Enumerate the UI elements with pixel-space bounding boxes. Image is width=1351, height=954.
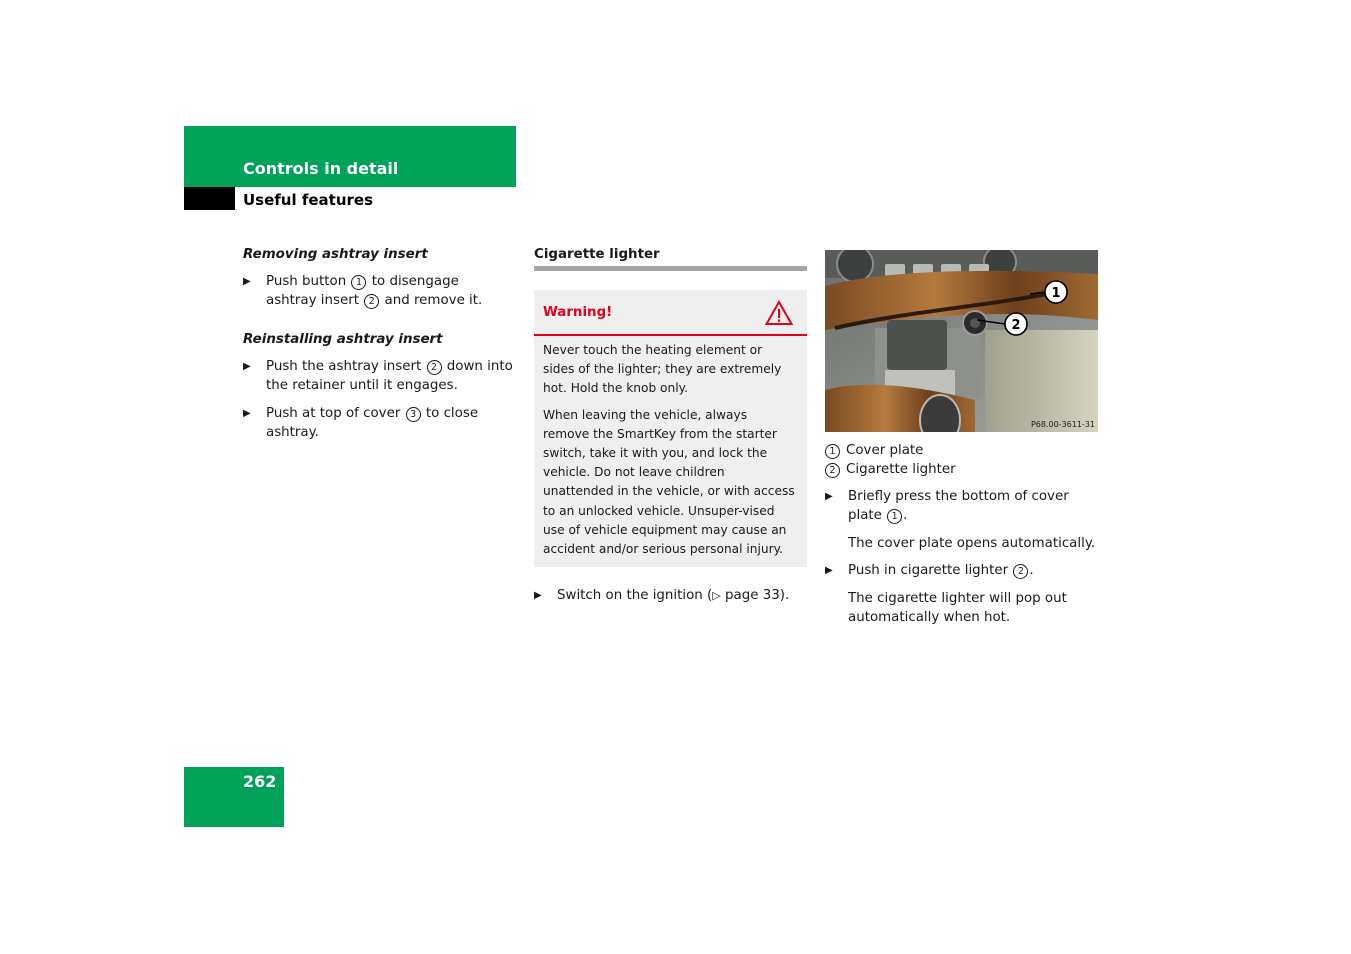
removing-heading: Removing ashtray insert	[243, 247, 428, 262]
triangle-right-icon: ▶	[534, 590, 542, 602]
warning-paragraph: Never touch the heating element or sides of the lighter; they are extremely hot. Hold the knob only.	[543, 343, 782, 396]
column-ashtray	[243, 245, 513, 451]
ignition-step: ▶ Switch on the ignition (▷ page 33).	[534, 588, 790, 604]
callout-number: 2	[825, 463, 840, 478]
warning-body	[534, 336, 807, 567]
callout-number: 3	[406, 407, 421, 422]
callout-number: 2	[364, 294, 379, 309]
photo-callout-1: 1	[1051, 286, 1061, 301]
cigarette-lighter-heading: Cigarette lighter	[534, 245, 807, 271]
warning-triangle-icon	[765, 300, 793, 326]
section-title: Controls in detail	[243, 159, 399, 178]
push-lighter-step: ▶ Push in cigarette lighter 2 .	[825, 563, 1034, 578]
subsection-title: Useful features	[243, 191, 374, 209]
warning-title: Warning!	[543, 305, 613, 320]
console-illustration	[825, 250, 1098, 432]
warning-paragraph: When leaving the vehicle, always remove the SmartKey from the starter switch, take it with you, and lock the vehicle. Do not leave children unattended in the vehicle, or with access to an unlocked vehicle. Unsuper-vised use of vehicle equipment may cause an accident and/or serious personal injury.	[543, 407, 795, 557]
triangle-right-icon: ▶	[825, 565, 833, 576]
press-cover-step: ▶ Briefly press the bottom of cover plate 1 .	[825, 489, 1069, 523]
photo-legend	[825, 441, 1098, 479]
legend-item: 2 Cigarette lighter	[825, 460, 1098, 479]
triangle-right-icon: ▶	[243, 361, 251, 372]
push-lighter-result: The cigarette lighter will pop out automatically when hot.	[848, 591, 1067, 625]
triangle-right-icon: ▶	[243, 276, 251, 287]
reinstalling-step-1: ▶ Push the ashtray insert 2 down into the retainer until it engages.	[243, 359, 513, 393]
column-photo	[825, 250, 1098, 635]
callout-number: 1	[825, 444, 840, 459]
column-cigarette-lighter	[534, 245, 807, 614]
triangle-right-icon: ▶	[825, 491, 833, 502]
removing-step: ▶ Push button 1 to disengage ashtray insert 2 and remove it.	[243, 274, 483, 308]
warning-header	[534, 290, 807, 336]
section-tab-marker	[184, 187, 235, 210]
cigarette-lighter-photo	[825, 250, 1098, 432]
warning-box	[534, 290, 807, 567]
callout-number: 2	[1013, 564, 1028, 579]
reinstalling-step-2: ▶ Push at top of cover 3 to close ashtray.	[243, 406, 479, 440]
image-code: P68.00-3611-31	[1030, 420, 1095, 429]
reinstalling-heading: Reinstalling ashtray insert	[243, 332, 443, 347]
callout-number: 1	[887, 509, 902, 524]
triangle-right-icon: ▶	[243, 408, 251, 419]
callout-number: 1	[351, 275, 366, 290]
photo-callout-2: 2	[1011, 318, 1021, 333]
page-number: 262	[243, 772, 277, 791]
legend-item: 1 Cover plate	[825, 441, 1098, 460]
page-ref-arrow-icon: ▷	[712, 589, 721, 603]
press-cover-result: The cover plate opens automatically.	[848, 536, 1096, 551]
callout-number: 2	[427, 360, 442, 375]
